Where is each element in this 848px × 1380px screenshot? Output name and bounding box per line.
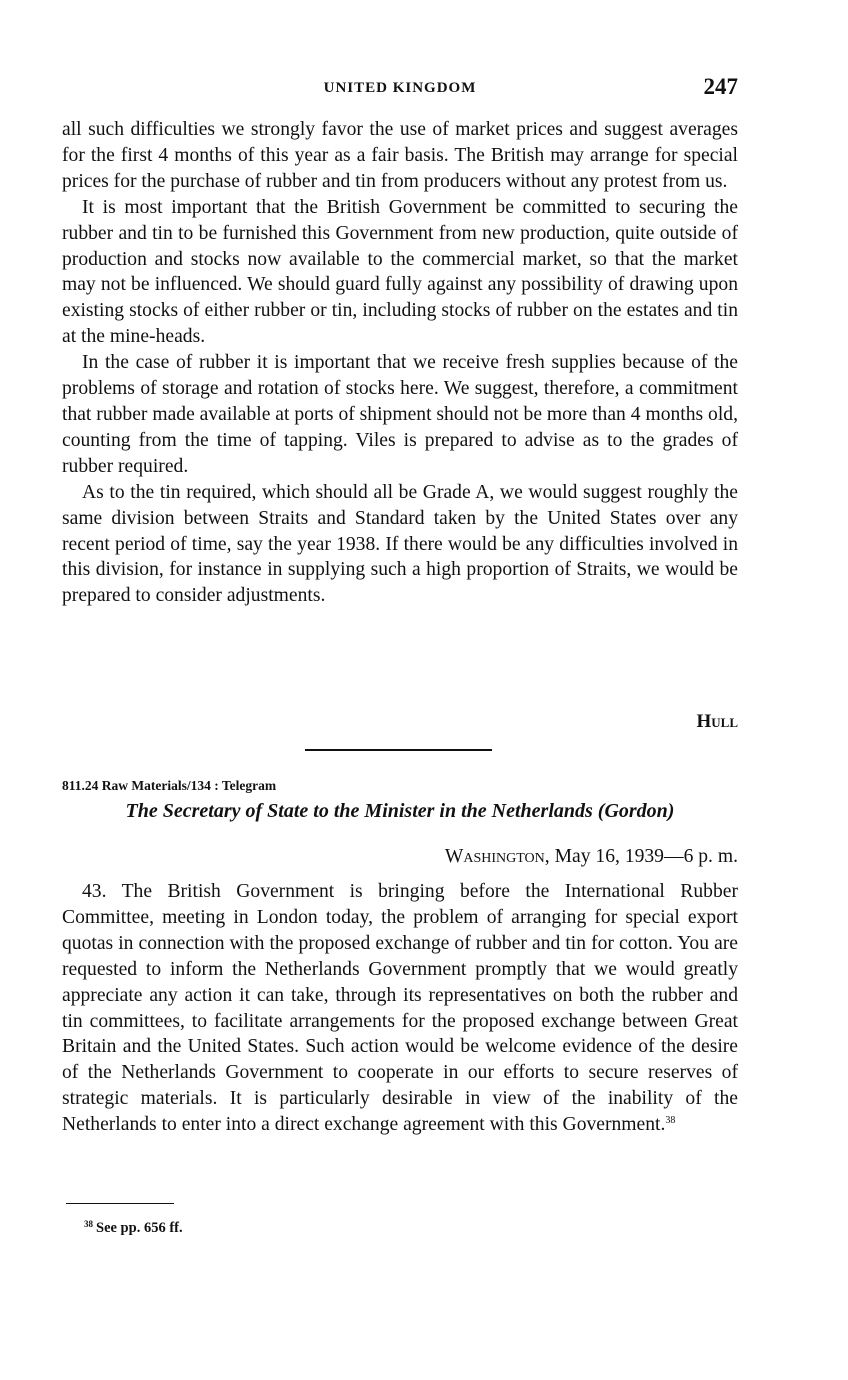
running-title: UNITED KINGDOM [323, 80, 477, 96]
footnote-divider [66, 1203, 174, 1204]
document-title: The Secretary of State to the Minister in the Netherlands (Gordon) [125, 800, 675, 822]
telegram-text [62, 879, 738, 1138]
dateline-date: May 16, 1939—6 p. m. [554, 846, 738, 867]
footnote-reference: 38 [665, 1115, 676, 1127]
signature: Hull [696, 711, 738, 732]
paragraph: It is most important that the British Government be committed to securing the rubber and tin to be furnished this Government from new production, quite outside of production and stocks now available to the commercial market, so that the market may not be influenced. We should guard fully against any possibility of drawing upon existing stocks of either rubber or tin, including stocks of rubber on the estates and tin at the mine-heads. [62, 196, 738, 348]
section-divider [305, 749, 492, 751]
paragraph: In the case of rubber it is important that we receive fresh supplies because of the problems of storage and rotation of stocks here. We suggest, therefore, a commitment that rubber made available at ports of shipment should not be more than 4 months old, counting from the time of tapping. Viles is prepared to advise as to the grades of rubber required. [62, 352, 738, 477]
page-number: 247 [703, 74, 738, 99]
dateline-place: Washington, [444, 846, 550, 867]
footnote [84, 1219, 183, 1237]
footnote-marker: 38 [84, 1219, 93, 1229]
dateline [62, 846, 738, 868]
paragraph: all such difficulties we strongly favor the use of market prices and suggest averages for the first 4 months of this year as a fair basis. The British may arrange for special prices for the purchase of rubber and tin from producers without any protest from us. [62, 119, 738, 192]
telegram-body [62, 879, 738, 1138]
running-header [62, 74, 738, 104]
continuation-text [62, 117, 738, 609]
telegram-body-text: 43. The British Government is bringing before the International Rubber Committee, meeting in London today, the problem of arranging for special export quotas in connection with the proposed exchange of rubber and tin for cotton. You are requested to inform the Netherlands Government promptly that we would greatly appreciate any action it can take, through its representatives on both the rubber and tin committees, to facilitate arrangements for the proposed exchange between Great Britain and the United States. Such action would be welcome evidence of the desire of the Netherlands Government to cooperate in our efforts to secure reserves of strategic materials. It is particularly desirable in view of the inability of the Netherlands to enter into a direct exchange agreement with this Government. [62, 881, 738, 1136]
paragraph: As to the tin required, which should all be Grade A, we would suggest roughly the same division between Straits and Standard taken by the United States over any recent period of time, say the year 1938. If there would be any difficulties involved in this division, for instance in supplying such a high proportion of Straits, we would be prepared to consider adjustments. [62, 481, 738, 607]
file-reference: 811.24 Raw Materials/134 : Telegram [62, 778, 277, 793]
footnote-text: See pp. 656 ff. [96, 1220, 183, 1236]
